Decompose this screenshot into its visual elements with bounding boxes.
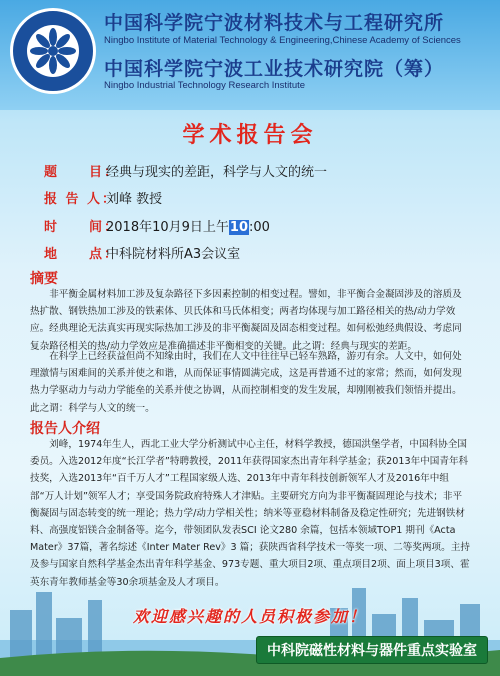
header-banner: [0, 0, 500, 110]
page-title: 学术报告会: [182, 122, 318, 148]
time-label: 时 间：: [44, 220, 120, 235]
bio-paragraph: 刘峰，1974年生人，西北工业大学分析测试中心主任，材料学教授，德国洪堡学者，中国科协全国委员。入选2012年度“长江学者”特聘教授，2011年获得国家杰出青年科学基金；获2013年中国青年科技奖，入选2013年“百千万人才”工程国家级人选、2013年中青年科技创新领军人才及2016年中组部“万人计划”领军人才；享受国务院政府特殊人才津贴。主要研究方向为非平衡凝固理论与技术；非平衡凝固与固态转变的统一理论；热力学/动力学相关性；纳米等亚稳材料制备及稳定性研究；先进钢铁材料、高强度铝镁合金制备等。迄今，带领团队发表SCI 论文280 余篇，包括本领域TOP1 期刊《Acta Mater》37篇，著名综述《Inter Mater Rev》3 篇；获陕西省科学技术一等奖一项、二等奖两项。主持及参与国家自然科学基金杰出青年科学基金、973专题、重大项目2项、重点项目2项、面上项目3项、霍英东青年教师基金等30余项基金及人才项目。: [30, 439, 470, 588]
speaker-value: 刘峰 教授: [106, 192, 163, 207]
speaker-label: 报 告 人：: [44, 192, 118, 207]
info-place: [44, 243, 240, 262]
abstract-paragraph-1: 非平衡金属材料加工涉及复杂路径下多因素控制的相变过程。譬如，非平衡合金凝固涉及的溶质及热扩散、钢铁热加工涉及的铁素体、贝氏体和马氏体相变；两者均体现与加工路径相关的热/动力学效应。经典理论无法真实再现实际热加工涉及的非平衡凝固及固态相变过程。如何松弛经典假设、考虑同复杂路径相关的热/动力学效应是准确描述非平衡相变的关键。此之谓：经典与现实的差距。: [30, 289, 462, 352]
institute-name-en: Ningbo Institute of Material Technology & Engineering,Chinese Academy of Sciences: [104, 35, 461, 46]
research-institute-name-cn: 中国科学院宁波工业技术研究院（筹）: [104, 58, 445, 80]
time-highlight: 10: [229, 220, 248, 235]
topic-value: 经典与现实的差距，科学与人文的统一: [106, 165, 328, 180]
place-value: 中科院材料所A3会议室: [106, 247, 241, 262]
topic-label: 题 目：: [44, 165, 120, 180]
cas-logo-emblem-icon: [13, 11, 93, 91]
info-time: [44, 216, 270, 235]
cas-logo: [10, 8, 96, 94]
research-institute-name-en: Ningbo Industrial Technology Research Institute: [104, 80, 306, 91]
info-topic: [44, 161, 327, 180]
bio-heading: 报告人介绍: [30, 421, 100, 437]
time-suffix: :00: [249, 220, 270, 235]
lab-name-badge: 中科院磁性材料与器件重点实验室: [256, 636, 488, 664]
time-prefix: 2018年10月9日上午: [106, 220, 229, 235]
info-speaker: [44, 188, 162, 207]
place-label: 地 点：: [44, 247, 120, 262]
abstract-paragraph-2: 在科学上已经获益但尚不知缘由时，我们在人文中往往早已轻车熟路，游刃有余。人文中，如何处理激情与困难间的关系并使之和谐，从而保证事情圆满完成，这是再普通不过的家常；然而，如何发现热力学驱动力与动力学能垒的关系并使之协调，从而控制相变的发生发展，却刚刚被我们领悟并提出。此之谓：科学与人文的统一。: [30, 351, 462, 414]
abstract-heading: 摘要: [30, 271, 58, 287]
institute-name-cn: 中国科学院宁波材料技术与工程研究所: [104, 12, 445, 34]
welcome-text: 欢迎感兴趣的人员积极参加！: [132, 607, 367, 626]
